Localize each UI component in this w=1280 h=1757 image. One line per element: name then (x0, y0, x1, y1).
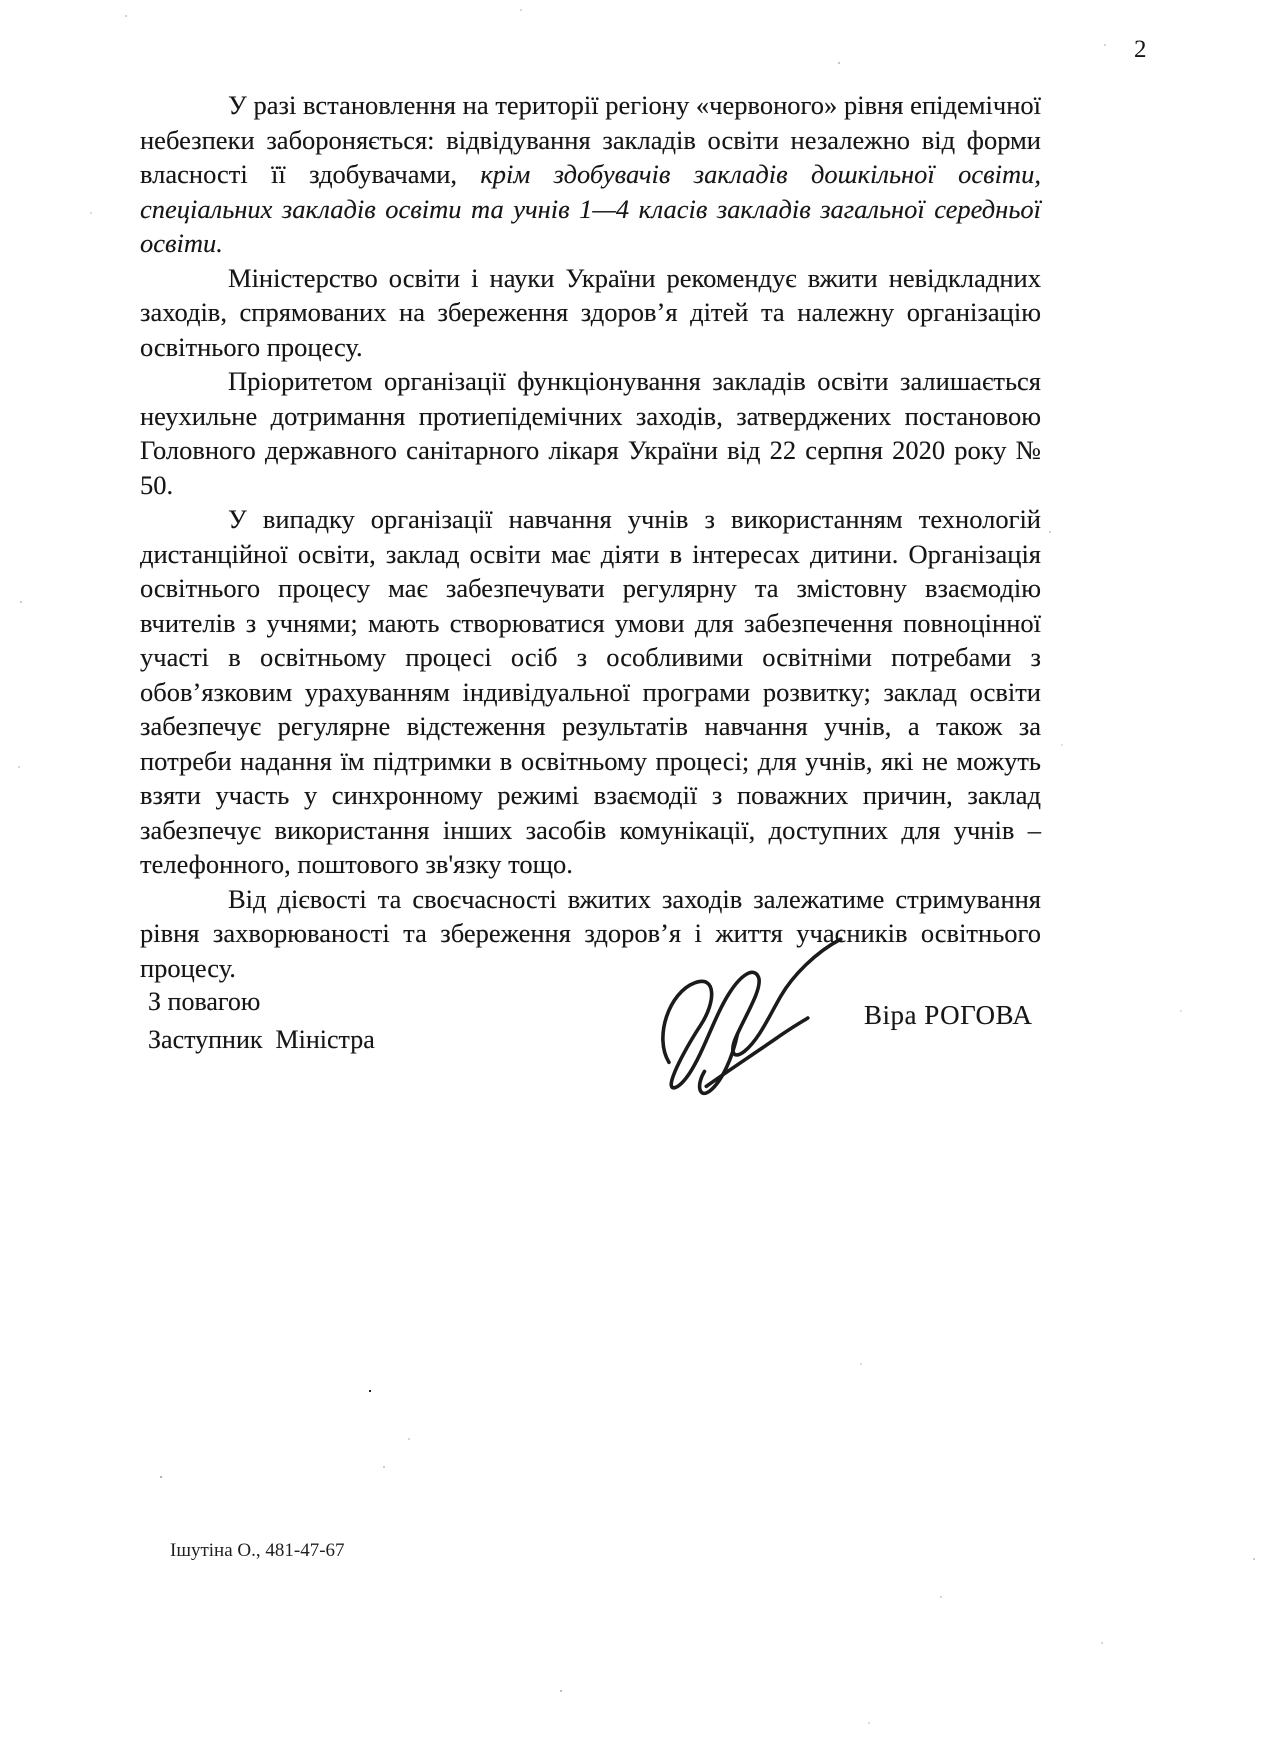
closing-salutation: З повагою (148, 987, 261, 1016)
paragraph-4-text: У випадку організації навчання учнів з використанням технологій дистанційної освіти, заклад освіти має діяти в інтересах дитини. Організація освітнього процесу має забезпечувати регулярну та змістовну взаємодію вчителів з учнями; мають створюватися умови для забезпечення повноцінної участі в освітньому процесі осіб з особливими освітніми потребами з обов’язковим урахуванням індивідуальної програми розвитку; заклад освіти забезпечує регулярне відстеження результатів навчання учнів, а також за потреби надання їм підтримки в освітньому процесі; для учнів, які не можуть взяти участь у синхронному режимі взаємодії з поважних причин, заклад забезпечує використання інших засобів комунікації, доступних для учнів – телефонного, поштового зв'язку тощо. (140, 504, 1041, 879)
paragraph-5 (140, 882, 1041, 986)
paragraph-3 (140, 364, 1041, 502)
paragraph-1-italic-segment: крім здобувачів закладів дошкільної освіти, спеціальних закладів освіти та учнів 1—4 класів закладів загальної середньої освіти. (140, 159, 1041, 258)
signature-block (148, 983, 375, 1059)
signatory-name: Віра РОГОВА (864, 1000, 1033, 1030)
paragraph-5-text: Від дієвості та своєчасності вжитих заходів залежатиме стримування рівня захворюваності та збереження здоров’я і життя учасників освітнього процесу. (140, 883, 1041, 983)
paragraph-1 (140, 88, 1041, 261)
paragraph-2 (140, 261, 1041, 365)
paragraph-3-text: Пріоритетом організації функціонування закладів освіти залишається неухильне дотримання протиепідемічних заходів, затверджених постановою Головного державного санітарного лікаря України від 22 серпня 2020 року № 50. (140, 366, 1041, 500)
page-number: 2 (1134, 36, 1147, 63)
paragraph-4 (140, 502, 1041, 882)
handwritten-signature-icon (641, 933, 860, 1114)
scan-noise (0, 0, 2, 2)
signatory-title: Заступник Міністра (148, 1025, 375, 1054)
paragraph-2-text: Міністерство освіти і науки України рекомендує вжити невідкладних заходів, спрямованих на збереження здоров’я дітей та належну організацію освітнього процесу. (140, 262, 1041, 362)
paragraph-1-regular-segment: У разі встановлення на території регіону «червоного» рівня епідемічної небезпеки забороняється: відвідування закладів освіти незалежно від форми власності її здобувачами, (140, 90, 1041, 189)
letter-body (140, 88, 1041, 985)
executor-contact: Ішутіна О., 481-47-67 (170, 1540, 345, 1561)
